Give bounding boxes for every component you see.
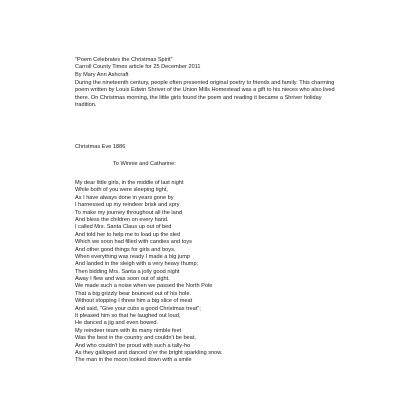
poem-line: My reindeer team with its many nimble feet: [75, 327, 182, 334]
poem-line: The man in the moon looked down with a smile: [75, 357, 192, 364]
poem-line: And bless the children on every hand.: [75, 216, 169, 223]
article-byline: By Mary Ann Ashcraft: [75, 71, 129, 78]
poem-line: And told her to help me to load up the sled: [75, 231, 181, 238]
poem-line: As I have always done in years gone by: [75, 194, 174, 201]
article-source: Carroll County Times article for 25 December 2011: [75, 64, 201, 71]
article-header: [75, 57, 375, 79]
poem-line: He danced a jig and even bowed.: [75, 320, 159, 327]
poem-line: While both of you were sleeping tight,: [75, 187, 168, 194]
poem-line: I called Mrs. Santa Claus up out of bed: [75, 224, 172, 231]
poem-line: As they galloped and danced o'er the bright sparkling snow.: [75, 349, 223, 356]
poem-line: Then bidding Mrs. Santa a jolly good night: [75, 268, 180, 275]
poem-line: Which we soon had filled with candies and toys: [75, 239, 192, 246]
poem-line: I harnessed up my reindeer brisk and spry: [75, 202, 180, 209]
article-title: "Poem Celebrates the Christmas Spirit": [75, 57, 173, 63]
poem-date: Christmas Eve 1886: [75, 144, 126, 150]
intro-paragraph: During the nineteenth century, people often presented original poetry to friends and family. This charming poem written by Louis Edwin Shriver of the Union Mills Homestead was a gift to his nieces who also lived there. On Christmas morning, the little girls found the poem and reading it became a Shriver holiday tradition.: [75, 80, 335, 109]
poem-line: When everything was ready I made a big jump: [75, 253, 191, 260]
poem-line: We made such a noise when we passed the North Pole: [75, 283, 213, 290]
poem-salutation: To Winnie and Catharine:: [113, 161, 176, 167]
poem-line: My dear little girls, in the middle of last night: [75, 180, 184, 186]
poem-line: Away I flew and was soon out of sight.: [75, 276, 170, 283]
poem-line: Was the best in the country and couldn't be beat,: [75, 335, 196, 342]
poem-line: To make my journey throughout all the land: [75, 209, 182, 216]
poem-line: And said, "Give your cubs a good Christmas treat";: [75, 305, 201, 312]
poem-line: That a big grizzly bear bounced out of his hole.: [75, 290, 191, 297]
poem-line: And landed in the sleigh with a very heavy thump;: [75, 261, 199, 268]
poem-body: [75, 180, 375, 365]
poem-line: And who couldn't be proud with such a tally-ho: [75, 342, 191, 349]
poem-line: Without stopping I threw him a big slice of meat: [75, 298, 193, 305]
poem-line: And other good things for girls and boys.: [75, 246, 176, 253]
poem-line: It pleased him so that he laughed out loud,: [75, 313, 181, 320]
